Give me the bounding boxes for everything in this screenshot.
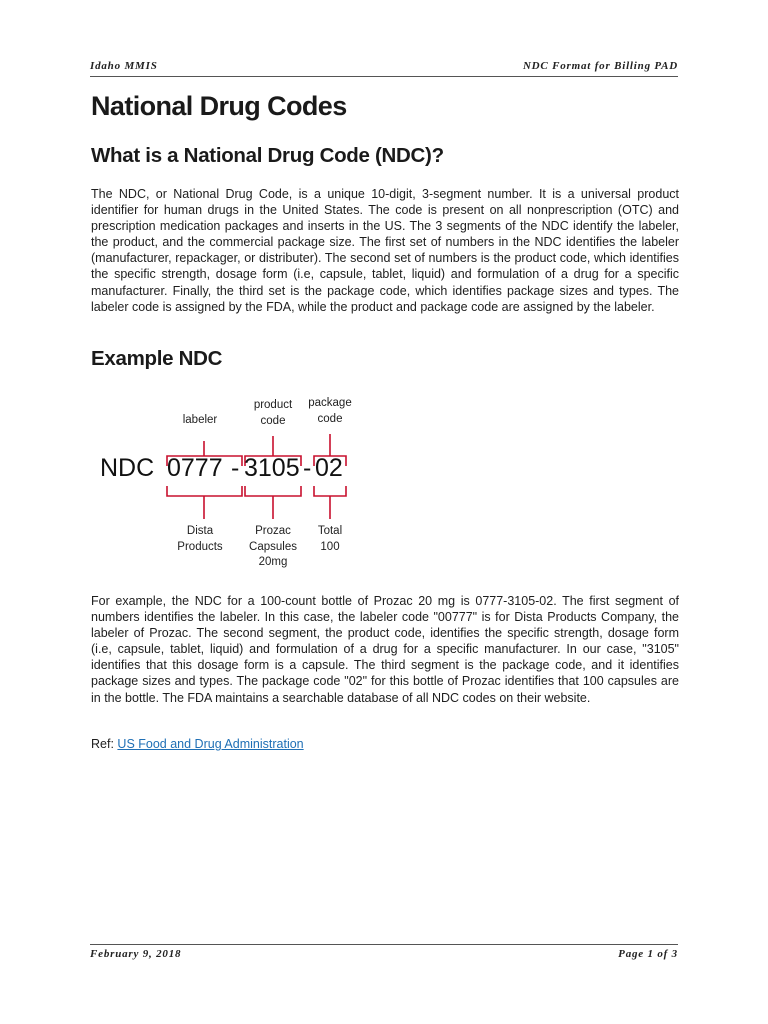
label-package-code: package code — [308, 397, 352, 425]
label-product-code: product code — [253, 399, 293, 427]
labeler-bottom-bracket — [167, 486, 242, 519]
ndc-definition-paragraph: The NDC, or National Drug Code, is a unique 10-digit, 3-segment number. It is a universal product identifier for human drugs in the United States. The code is present on all nonprescription (OTC) and prescription medication packages and inserts in the US. The 3 segments of the NDC identify the labeler, the product, and the commercial package size. The first set of numbers in the NDC identifies the labeler (manufacturer, repackager, or distributer). The second set of numbers is the product code, which identifies the specific strength, dosage form (i.e, capsule, tablet, liquid) and formulation of a drug for a specific manufacturer. Finally, the third set is the package code, which identifies package sizes and types. The labeler code is assigned by the FDA, while the product and package code are assigned by the labeler. — [91, 187, 679, 314]
label-labeler: labeler — [182, 414, 218, 426]
fda-reference-link[interactable]: US Food and Drug Administration — [117, 737, 304, 751]
header-right: NDC Format for Billing PAD — [522, 60, 678, 72]
page-footer — [90, 944, 678, 968]
ndc-prefix: NDC — [100, 454, 155, 482]
header-left: Idaho MMIS — [90, 60, 158, 72]
example-explanation-paragraph: For example, the NDC for a 100-count bottle of Prozac 20 mg is 0777-3105-02. The first segment of numbers identifies the labeler. In this case, the labeler code "00777" is for Dista Products Company, the labeler of Prozac. The second segment, the product code, identifies the specific strength, dosage form (i.e, capsule, tablet, liquid) and formulation of a drug for a specific manufacturer. In our case, "3105" identifies that this dosage form is a capsule. The third segment is the package code, and it identifies package sizes and types. The package code "02" for this bottle of Prozac identifies that 100 capsules are in the bottle. The FDA maintains a searchable database of all NDC codes on their website. — [91, 594, 679, 705]
page-title: National Drug Codes — [91, 91, 347, 121]
ndc-labeler-segment: 0777 — [167, 454, 223, 482]
ndc-dash-2: - — [303, 454, 312, 482]
ndc-product-segment: 3105 — [244, 454, 300, 482]
ndc-package-segment: 02 — [315, 454, 343, 482]
product-bottom-bracket — [245, 486, 301, 519]
label-total-100: Total 100 — [317, 525, 343, 553]
package-bottom-bracket — [314, 486, 346, 519]
label-dista-products: Dista Products — [177, 525, 223, 553]
label-prozac-capsules: Prozac Capsules 20mg — [249, 525, 297, 568]
section-heading-what-is-ndc: What is a National Drug Code (NDC)? — [91, 144, 444, 167]
footer-date: February 9, 2018 — [90, 948, 182, 960]
footer-page-number: Page 1 of 3 — [618, 948, 678, 960]
reference-label: Ref: — [91, 737, 114, 751]
ndc-dash-1: - — [231, 454, 240, 482]
ndc-example-diagram — [95, 392, 385, 582]
section-heading-example-ndc: Example NDC — [91, 347, 223, 370]
page-header — [90, 60, 678, 77]
reference-line — [91, 737, 304, 751]
